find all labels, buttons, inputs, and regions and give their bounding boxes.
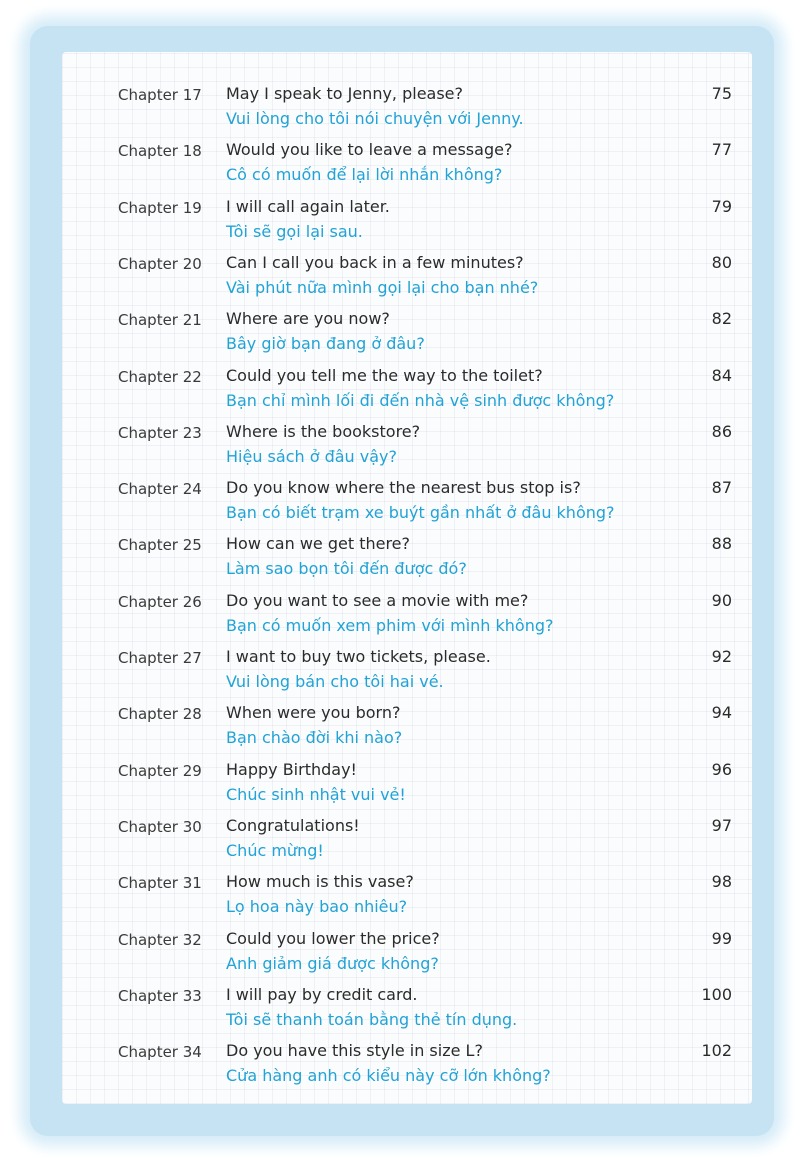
- chapter-number: Chapter 21: [118, 311, 202, 330]
- chapter-number: Chapter 24: [118, 480, 202, 499]
- chapter-title-english: Do you know where the nearest bus stop is?: [226, 478, 581, 498]
- toc-entry[interactable]: [0, 299, 800, 355]
- toc-entry[interactable]: [0, 806, 800, 862]
- chapter-title-vietnamese: Anh giảm giá được không?: [226, 953, 439, 973]
- chapter-title-vietnamese: Cửa hàng anh có kiểu này cỡ lớn không?: [226, 1066, 551, 1086]
- chapter-number: Chapter 30: [118, 817, 202, 836]
- chapter-title-english: Happy Birthday!: [226, 759, 357, 779]
- chapter-number: Chapter 34: [118, 1043, 202, 1062]
- page-number: 80: [711, 252, 732, 272]
- chapter-number: Chapter 31: [118, 874, 202, 893]
- chapter-number: Chapter 22: [118, 367, 202, 386]
- toc-entry[interactable]: [0, 975, 800, 1031]
- toc-entry[interactable]: [0, 356, 800, 412]
- page-number: 102: [701, 1041, 732, 1061]
- chapter-number: Chapter 18: [118, 142, 202, 161]
- toc-entry[interactable]: [0, 919, 800, 975]
- chapter-title-english: Could you lower the price?: [226, 928, 440, 948]
- chapter-title-english: Would you like to leave a message?: [226, 140, 513, 160]
- toc-entry[interactable]: [0, 862, 800, 918]
- chapter-title-vietnamese: Bạn chào đời khi nào?: [226, 728, 403, 748]
- toc-entry[interactable]: [0, 693, 800, 749]
- chapter-title-vietnamese: Vui lòng bán cho tôi hai vé.: [226, 672, 444, 691]
- chapter-title-english: How much is this vase?: [226, 872, 414, 892]
- chapter-title-english: I want to buy two tickets, please.: [226, 647, 491, 666]
- chapter-title-vietnamese: Tôi sẽ gọi lại sau.: [226, 221, 363, 241]
- chapter-title-english: Where is the bookstore?: [226, 421, 421, 441]
- page-number: 87: [711, 478, 732, 498]
- chapter-title-vietnamese: Bạn chỉ mình lối đi đến nhà vệ sinh được không?: [226, 390, 615, 410]
- chapter-title-vietnamese: Lọ hoa này bao nhiêu?: [226, 897, 408, 917]
- chapter-title-vietnamese: Vui lòng cho tôi nói chuyện với Jenny.: [226, 109, 524, 128]
- chapter-title-english: Could you tell me the way to the toilet?: [226, 365, 543, 385]
- chapter-title-english: I will call again later.: [226, 196, 390, 216]
- page-number: 97: [711, 815, 732, 835]
- toc-entry[interactable]: [0, 74, 800, 130]
- chapter-title-vietnamese: Chúc sinh nhật vui vẻ!: [226, 784, 406, 804]
- chapter-number: Chapter 19: [118, 198, 202, 217]
- toc-entry[interactable]: [0, 243, 800, 299]
- page-number: 84: [711, 365, 732, 385]
- toc-entry[interactable]: [0, 637, 800, 693]
- chapter-title-vietnamese: Tôi sẽ thanh toán bằng thẻ tín dụng.: [226, 1009, 518, 1029]
- chapter-title-english: May I speak to Jenny, please?: [226, 84, 464, 103]
- chapter-title-vietnamese: Bây giờ bạn đang ở đâu?: [226, 334, 425, 354]
- chapter-title-english: When were you born?: [226, 703, 401, 723]
- chapter-title-english: How can we get there?: [226, 534, 411, 554]
- chapter-number: Chapter 23: [118, 423, 202, 442]
- page-number: 86: [711, 421, 732, 441]
- chapter-title-english: Do you want to see a movie with me?: [226, 590, 529, 610]
- chapter-title-vietnamese: Chúc mừng!: [226, 840, 324, 860]
- page-number: 88: [711, 534, 732, 554]
- toc-entry[interactable]: [0, 187, 800, 243]
- toc-entry[interactable]: [0, 412, 800, 468]
- chapter-title-english: I will pay by credit card.: [226, 984, 418, 1004]
- toc-entry[interactable]: [0, 468, 800, 524]
- chapter-title-vietnamese: Bạn có muốn xem phim với mình không?: [226, 615, 554, 635]
- chapter-number: Chapter 33: [118, 986, 202, 1005]
- page-number: 92: [711, 647, 732, 666]
- toc-entry[interactable]: [0, 1031, 800, 1087]
- chapter-title-vietnamese: Bạn có biết trạm xe buýt gần nhất ở đâu không?: [226, 503, 615, 523]
- chapter-number: Chapter 28: [118, 705, 202, 724]
- page-number: 82: [711, 309, 732, 329]
- chapter-title-english: Do you have this style in size L?: [226, 1041, 483, 1061]
- chapter-number: Chapter 29: [118, 761, 202, 780]
- chapter-title-vietnamese: Cô có muốn để lại lời nhắn không?: [226, 165, 503, 185]
- chapter-title-vietnamese: Vài phút nữa mình gọi lại cho bạn nhé?: [226, 277, 539, 297]
- chapter-number: Chapter 26: [118, 592, 202, 611]
- chapter-title-english: Congratulations!: [226, 815, 360, 835]
- chapter-title-english: Can I call you back in a few minutes?: [226, 252, 524, 272]
- page-number: 75: [711, 84, 732, 103]
- chapter-number: Chapter 20: [118, 254, 202, 273]
- page-number: 99: [711, 928, 732, 948]
- chapter-number: Chapter 17: [118, 86, 202, 104]
- chapter-number: Chapter 25: [118, 536, 202, 555]
- chapter-number: Chapter 27: [118, 649, 202, 667]
- page-number: 79: [711, 196, 732, 216]
- chapter-title-english: Where are you now?: [226, 309, 390, 329]
- page-number: 94: [711, 703, 732, 723]
- page-number: 90: [711, 590, 732, 610]
- page-number: 98: [711, 872, 732, 892]
- page-number: 77: [711, 140, 732, 160]
- page-number: 96: [711, 759, 732, 779]
- toc-entry[interactable]: [0, 581, 800, 637]
- chapter-title-vietnamese: Làm sao bọn tôi đến được đó?: [226, 559, 467, 579]
- toc-entry[interactable]: [0, 524, 800, 580]
- toc-entry[interactable]: [0, 750, 800, 806]
- toc-entry[interactable]: [0, 130, 800, 186]
- page-number: 100: [701, 984, 732, 1004]
- chapter-number: Chapter 32: [118, 930, 202, 949]
- chapter-title-vietnamese: Hiệu sách ở đâu vậy?: [226, 446, 398, 466]
